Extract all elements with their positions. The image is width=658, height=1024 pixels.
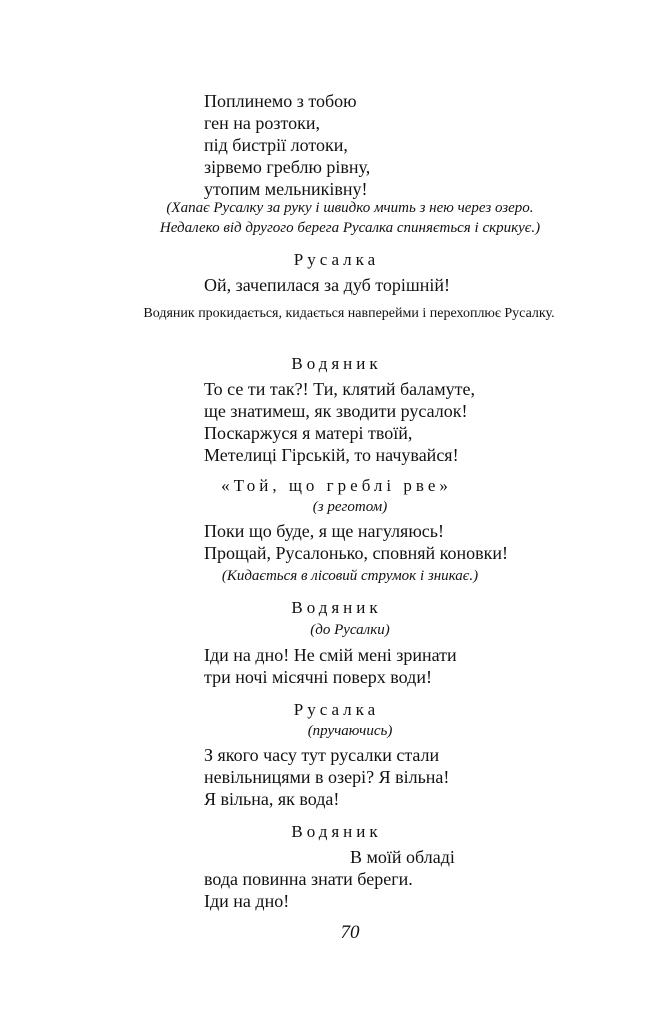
- verse-line: ген на розтоки,: [204, 113, 321, 133]
- verse-stanza-5: [204, 644, 457, 688]
- verse-line: невільницями в озері? Я вільна!: [204, 767, 450, 787]
- verse-line: Прощай, Русалонько, сповняй коновки!: [204, 543, 509, 563]
- speaker-name: «Той, що греблі рве»: [221, 476, 452, 495]
- verse-line: Метелиці Гірській, то начувайся!: [204, 445, 459, 465]
- page-number: 70: [340, 922, 360, 943]
- speaker-name: Водяник: [291, 822, 382, 841]
- verse-line: Поки що буде, я ще нагуляюсь!: [204, 521, 444, 541]
- verse-line: Іди на дно! Не смій мені зринати: [204, 645, 457, 665]
- stage-direction-1: [0, 198, 658, 238]
- verse-stanza-4: [204, 520, 508, 564]
- verse-line: вода повинна знати береги.: [204, 869, 413, 889]
- stage-direction-3: (Кидається в лісовий струмок і зникає.): [221, 568, 479, 584]
- verse-stanza-6: [204, 744, 449, 810]
- verse-line: утопим мельниківну!: [204, 179, 368, 199]
- verse-line: ще знатимеш, як зводити русалок!: [204, 401, 468, 421]
- speaker-name: Русалка: [293, 250, 380, 269]
- speaker-name: Водяник: [291, 598, 382, 617]
- verse-stanza-2: [204, 274, 450, 296]
- verse-line: То се ти так?! Ти, клятий баламуте,: [204, 379, 475, 399]
- verse-line: зірвемо греблю рівну,: [204, 157, 371, 177]
- verse-stanza-3: [204, 378, 475, 466]
- verse-stanza-7: [204, 846, 455, 912]
- speaker-name: Русалка: [293, 700, 380, 719]
- stage-line: Недалеко від другого берега Русалка спиняється і скрикує.): [159, 220, 541, 236]
- verse-line: три ночі місячні поверх води!: [204, 667, 432, 687]
- verse-line: Ой, зачепилася за дуб торішній!: [204, 275, 450, 295]
- stage-line: (Хапає Русалку за руку і швидко мчить з нею через озеро.: [166, 200, 534, 216]
- stage-direction-4: (до Русалки): [310, 622, 390, 638]
- stage-direction-5: (пручаючись): [307, 723, 393, 739]
- stage-direction-2: (з реготом): [312, 499, 388, 515]
- speaker-name: Водяник: [291, 354, 382, 373]
- verse-line: Поплинемо з тобою: [204, 91, 357, 111]
- verse-line: Поскаржуся я матері твоїй,: [204, 423, 413, 443]
- verse-line: З якого часу тут русалки стали: [204, 745, 440, 765]
- verse-line: В моїй обладі: [350, 847, 455, 867]
- stage-direction-prose: Водяник прокидається, кидається навперейми і перехоплює Русалку.: [143, 306, 555, 321]
- verse-line: Іди на дно!: [204, 891, 290, 911]
- verse-line: Я вільна, як вода!: [204, 789, 340, 809]
- verse-line: під бистрії лотоки,: [204, 135, 348, 155]
- verse-stanza-1: [204, 90, 370, 200]
